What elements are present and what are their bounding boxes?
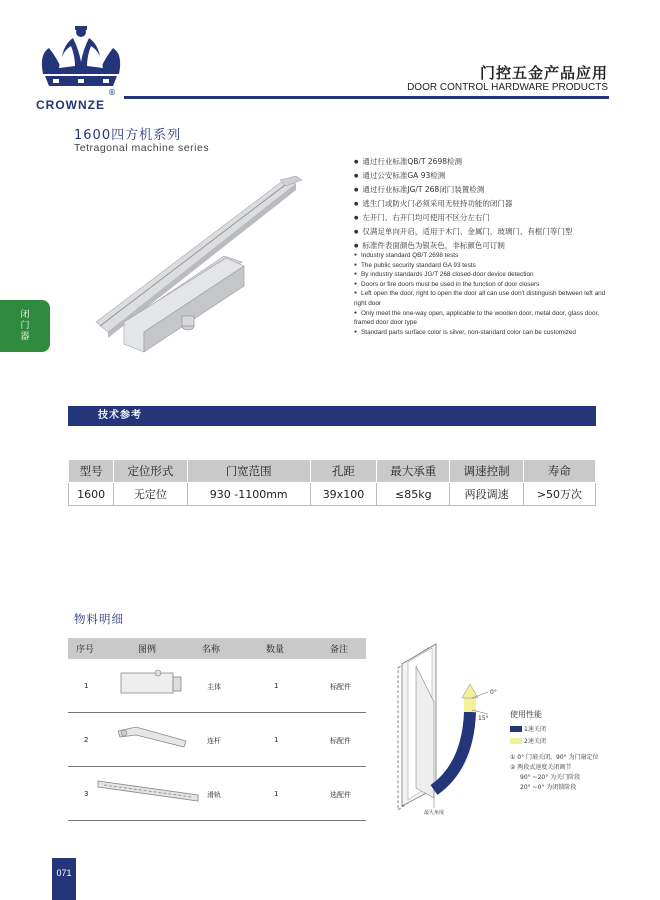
materials-header-cell: 名称 [202,645,221,655]
legend-swatch [510,738,522,744]
usage-note: 20° ~0° 为闭锁阶段 [520,784,577,791]
material-link-arm-image [116,721,188,751]
brand-name: CROWNZE [36,98,105,112]
material-remark: 标配件 [330,737,351,745]
spec-header-cell: 最大承重 [377,460,450,483]
bullet-icon: ● [354,309,358,316]
material-no: 1 [84,682,89,690]
feature-item-en: ● By industry standards JG/T 268 closed-door device detection [354,271,534,279]
materials-row [68,713,366,767]
header-divider [124,96,609,99]
material-slide-rail-image [96,777,200,805]
series-title-en: Tetragonal machine series [74,142,210,154]
spec-table [68,459,596,506]
feature-item: ● 通过公安标准GA 93检测 [354,169,572,183]
material-no: 3 [84,790,89,798]
spec-cell: 两段调速 [450,483,523,506]
side-tab-char: 门 [20,320,30,331]
spec-cell: >50万次 [523,483,595,506]
feature-item: ● 通过行业标准JG/T 268闭门装置检测 [354,183,572,197]
tech-reference-bar: 技术参考 [68,406,596,426]
spec-cell: 1600 [69,483,114,506]
header-title-en: DOOR CONTROL HARDWARE PRODUCTS [407,82,608,93]
material-remark: 选配件 [330,791,351,799]
materials-header-cell: 备注 [330,645,349,655]
spec-data-row [69,483,596,506]
feature-item: ● 仅满足单向开启，适用于木门、金属门、玻璃门、有框门等门型 [354,225,572,239]
bullet-icon: ● [354,328,358,335]
door-closer-product-image [94,176,304,356]
feature-item-en: ● Doors or fire doors must be used in the function of door closers [354,280,540,288]
materials-header-cell: 数量 [266,645,285,655]
material-name: 滑轨 [207,791,221,799]
feature-item-en: ● Industry standard QB/T 2698 tests [354,252,459,259]
spec-header-cell: 调速控制 [450,460,523,483]
feature-item: ● 通过行业标准QB/T 2698检测 [354,155,572,169]
angle-0-label: 0° [490,689,497,696]
spec-header-row [69,460,596,483]
usage-note: ② 两段式速度关闭调节 [510,764,572,771]
usage-title: 使用性能 [510,710,542,719]
material-qty: 1 [274,790,279,798]
feature-item: ● 逃生门或防火门必须采用无驻持功能的闭门器 [354,197,572,211]
material-qty: 1 [274,682,279,690]
angle-15-label: 15° [478,715,489,722]
bullet-icon: ● [354,271,358,278]
usage-note: 90° ~20° 为关门阶段 [520,774,581,781]
registered-mark: ® [108,88,116,97]
materials-header-cell: 序号 [76,645,95,655]
category-side-tab[interactable] [0,300,50,352]
feature-item-en: ● Only meet the one-way open, applicable to the wooden door, metal door, glass door, framed door door type [354,309,600,327]
material-remark: 标配件 [330,683,351,691]
spec-cell: 39x100 [310,483,376,506]
usage-note: ① 0° 门扇关闭，90° 为门扇定位 [510,754,599,761]
materials-header-cell: 图例 [138,645,157,655]
spec-header-cell: 寿命 [523,460,595,483]
side-tab-char: 器 [20,331,30,342]
max-angle-label: 最大角度 [424,810,445,816]
feature-item-en: ● Left open the door, right to open the door all can use don't distinguish between left and right door [354,290,606,307]
series-title-cn: 1600四方机系列 [74,128,182,143]
material-name: 连杆 [207,737,221,745]
spec-header-cell: 孔距 [310,460,376,483]
material-no: 2 [84,736,89,744]
spec-cell: 930 -1100mm [187,483,310,506]
spec-header-cell: 门宽范围 [187,460,310,483]
materials-row [68,767,366,821]
feature-item-en: ● Standard parts surface color is silver, non-standard color can be customized [354,328,576,336]
bullet-icon: ● [354,252,358,258]
bullet-icon: ● [354,261,358,268]
legend-item: 1速关闭 [510,724,546,733]
materials-header [68,638,366,659]
feature-list-cn [354,155,572,253]
feature-item: ● 标准件表面颜色为银灰色，非标颜色可订制 [354,239,572,253]
material-body-image [120,669,182,699]
material-qty: 1 [274,736,279,744]
material-name: 主体 [207,683,221,691]
page-number: 071 [52,858,76,900]
legend-item: 2速关闭 [510,736,546,745]
header-title-cn: 门控五金产品应用 [479,64,608,82]
spec-header-cell: 定位形式 [114,460,187,483]
legend-swatch [510,726,522,732]
spec-cell: 无定位 [114,483,187,506]
materials-row [68,659,366,713]
feature-item-en: ● The public security standard GA 93 tests [354,261,476,269]
side-tab-char: 闭 [20,309,30,320]
bullet-icon: ● [354,280,358,287]
feature-item: ● 左开门、右开门均可使用不区分左右门 [354,211,572,225]
bullet-icon: ● [354,290,358,297]
spec-header-cell: 型号 [69,460,114,483]
feature-list-en [354,251,614,337]
spec-cell: ≤85kg [377,483,450,506]
materials-title: 物料明细 [74,612,124,626]
